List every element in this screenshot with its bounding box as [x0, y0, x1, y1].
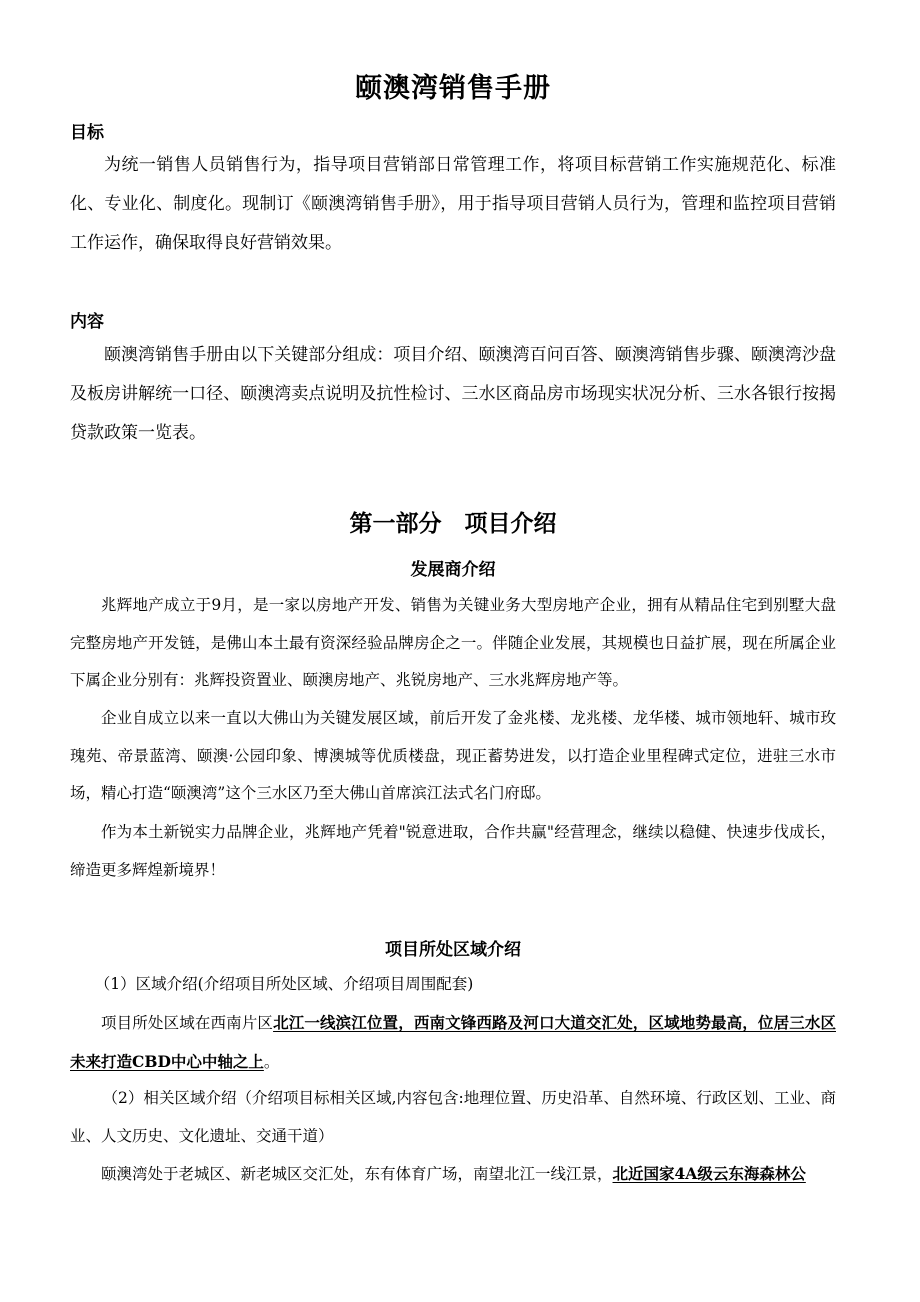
- region-heading: 项目所处区域介绍: [385, 940, 521, 960]
- region-item-2-text-pre: 颐澳湾处于老城区、新老城区交汇处，东有体育广场，南望北江一线江景，: [101, 1165, 613, 1183]
- region-item-1-label: （1）区域介绍(介绍项目所处区域、介绍项目周围配套): [94, 975, 474, 993]
- developer-paragraph-2: 企业自成立以来一直以大佛山为关键发展区域，前后开发了金兆楼、龙兆楼、龙华楼、城市领地轩、城市玫瑰苑、帝景蓝湾、颐澳·公园印象、博澳城等优质楼盘，现正蓄势进发，以打造企业里程碑式定位，进驻三水市场，精心打造“颐澳湾”这个三水区乃至大佛山首席滨江法式名门府邸。: [70, 709, 836, 802]
- region-item-2-label: （2）相关区域介绍（介绍项目标相关区域,内容包含:地理位置、历史沿革、自然环境、行政区划、工业、商业、人文历史、文化遗址、交通干道）: [70, 1089, 836, 1145]
- content-heading: 内容: [70, 312, 104, 332]
- region-item-1-text: [70, 1004, 836, 1081]
- region-item-1-text-post: 。: [263, 1052, 280, 1071]
- goal-paragraph: 为统一销售人员销售行为，指导项目营销部日常管理工作，将项目标营销工作实施规范化、标准化、专业化、制度化。现制订《颐澳湾销售手册》，用于指导项目营销人员行为，管理和监控项目营销工作运作，确保取得良好营销效果。: [70, 155, 836, 253]
- goal-heading: 目标: [70, 123, 104, 143]
- region-item-1-highlight: 北江一线滨江位置，西南文锋西路及河口大道交汇处，区域地势最高，位居三水区未来打造CBD中心中轴之上: [70, 1013, 836, 1071]
- document-title: 颐澳湾销售手册: [355, 73, 551, 104]
- developer-paragraph-3: 作为本土新锐实力品牌企业，兆辉地产凭着"锐意进取，合作共赢"经营理念，继续以稳健、快速步伐成长，缔造更多辉煌新境界！: [70, 823, 836, 879]
- region-item-2-highlight: 北近国家4A级云东海森林公: [612, 1164, 806, 1183]
- region-item-2-text: [70, 1155, 836, 1194]
- part-one-title: 第一部分 项目介绍: [349, 511, 557, 537]
- region-item-1-text-pre: 项目所处区域在西南片区: [101, 1014, 274, 1032]
- content-paragraph: 颐澳湾销售手册由以下关键部分组成：项目介绍、颐澳湾百问百答、颐澳湾销售步骤、颐澳湾沙盘及板房讲解统一口径、颐澳湾卖点说明及抗性检讨、三水区商品房市场现实状况分析、三水各银行按揭贷款政策一览表。: [70, 345, 836, 443]
- developer-heading: 发展商介绍: [410, 560, 496, 580]
- developer-paragraph-1: 兆辉地产成立于9月，是一家以房地产开发、销售为关键业务大型房地产企业，拥有从精品住宅到别墅大盘完整房地产开发链，是佛山本土最有资深经验品牌房企之一。伴随企业发展，其规模也日益扩展，现在所属企业下属企业分别有：兆辉投资置业、颐澳房地产、兆锐房地产、三水兆辉房地产等。: [70, 596, 836, 689]
